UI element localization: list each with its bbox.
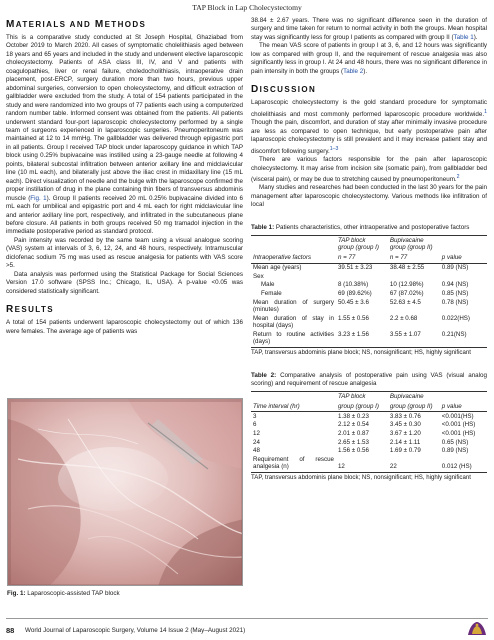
table-row: Mean duration of surgery (minutes) 50.45 ± 3.6 52.63 ± 4.5 0.78 (NS) [253,298,469,314]
table-row: 48 1.56 ± 0.56 1.69 ± 0.79 0.89 (NS) [253,447,469,455]
publisher-logo-icon [466,620,488,637]
right-column [251,17,487,481]
table-row: Mean duration of stay in hospital (days) 1.55 ± 0.56 2.2 ± 0.68 0.022(HS) [253,314,470,330]
methods-paragraph-1: This is a comparative study conducted at St Joseph Hospital, Ghaziabad from October 2019 to March 2020. All cases of symptomatic cholelithiasis aged between 18 years and 65 years and included in the study and underwent elective laparoscopic cholecystectomy. Patients of ASA class III, IV, and V and patients with coagulopathies, liver or renal failure, choledocholithiasis, intraoperative drain placement, post-ERCP, surgery duration more than two hours, previous upper abdominal surgeries, conversion to open cholecystectomy, and difficult extraction of gallbladder were excluded from the study. A total of 154 patients participated in the study and were randomized into two groups of 77 patients each using a computerized random number table. Informed consent was obtained from the patients. All patients underwent standard four-port laparoscopic cholecystectomy performed by a single team of surgeons experienced in laparoscopic surgeries. Pneumoperitoneum was maintained at 12 to 14 mmHg. The gallbladder was delivered through epigastric port in all patients. Group I received TAP block under laparoscopy guidance in which TAP block using 0.25% bupivacaine was instilled using a 23-gauge needle at following 4 points, bilateral subcostal infiltration between anterior axillary line and midclavicular line (10 mL each), and bilaterally just above the iliac crest in midaxillary line (15 mL each). Direct visualization of needle and the bulge with the laparoscope confirmed the proper instillation of drug in the plane containing thin fibers of transversus abdominis muscle (Fig. 1). Group II patients received 20 mL 0.25% bupivacaine divided into 6 mL each for umbilical and epigastric port and 4 mL each for right midclavicular line and anterior axillary line port, respectively, and infiltrated in the subcutaneous plane before closure. All patients in both groups received 50 mg tramadol injection in the immediate postoperative period as standard protocol. [6,34,243,236]
table-2-header-group-1: TAP block [336,392,388,402]
table-row: Mean age (years) 39.51 ± 3.23 38.48 ± 2.55 0.89 (NS) [253,264,469,272]
table-row: 6 2.12 ± 0.54 3.45 ± 0.30 <0.001 (HS) [253,421,476,429]
table-row: Requirement of rescue analgesia (n) 12 22 0.012 (HS) [251,455,487,472]
results-heading: RESULTS [6,304,54,316]
discussion-paragraph-1: Laparoscopic cholecystectomy is the gold standard procedure for symptomatic cholelithiasis and most commonly performed laparoscopic procedure worldwide.$^1$ Though the pain, discomfort, and duration of stay after minimally invasive procedure are less as compared to open technique, but early postoperative pain after laparoscopic cholecystectomy is still prevalent and it may increase patient stay and discomfort following surgery.$^{1-3}$ [251,99,487,155]
results-paragraph-2: 38.84 ± 2.67 years. There was no significant difference seen in the duration of surgery and time taken for return to normal activity in both the groups. Mean hospital stay was significantly less for group I patients as compared with group II (Table 1). [251,17,487,41]
table-2-caption: Table 2: Comparative analysis of postoperative pain using VAS (visual analog scoring) and requirement of rescue analgesia [251,372,487,388]
left-column [6,17,243,336]
table-row: 3 1.38 ± 0.23 3.83 ± 0.76 <0.001(HS) [253,412,474,420]
methods-paragraph-3: Data analysis was performed using the Statistical Package for Social Sciences Version 17.0 software (SPSS Inc.; Chicago, IL, USA). A p-value <0.05 was considered statistically significant. [6,270,243,295]
laparoscopic-view-illustration [8,399,243,586]
table-row: Return to routine activities (days) 3.23 ± 1.56 3.55 ± 1.07 0.21(NS) [251,330,487,347]
table-1-note: TAP, transversus abdominis plane block; NS, nonsignificant; HS, highly significant [251,348,471,356]
table-row: Sex [253,272,264,280]
table-1-header-p: p value [440,253,487,263]
figure-1-link[interactable]: Fig. 1 [30,194,47,202]
citation-1-3[interactable]: 1–3 [329,145,339,152]
methods-paragraph-2: Pain intensity was recorded by the same team using a visual analogue scoring (VAS) system at intervals of 3, 6, 12, 24, and 48 hours, respectively. Intramuscular diclofenac sodium 75 mg was used as rescue analgesia for patients with VAS score >5. [6,236,243,270]
table-row: 12 2.01 ± 0.87 3.67 ± 1.20 <0.001 (HS) [253,430,476,438]
table-1-header-factor-label: Intraoperative factors [251,253,336,263]
results-paragraph-1: A total of 154 patients underwent laparoscopic cholecystectomy out of which 136 were females. The average age of patients was [6,319,243,335]
figure-1-image [7,398,243,586]
table-2-note: TAP, transversus abdominis plane block; NS, nonsignificant; HS, highly significant [251,473,471,481]
running-head: TAP Block in Lap Cholecystectomy [192,3,302,12]
table-1: TAP block group (group I) Bupivacaine group (group II) Intraoperative factors n = 77 n = 77 p value Mean age (years) 39.51 ± 3.23 38.48 ± 2.55 0.89 (NS) Sex Male 8 (10.38%) 10 (12.98%) 0.94 (NS) Female 69 (89.62%) 67 (87.02%) 0.85 (NS) Mean duration of surgery (minutes) 50.45 ± 3.6 52.63 ± 4.5 0.78 (NS) Mean duration of stay in hospital (days) 1.55 ± 0.56 2.2 ± 0.68 0.022(HS) Return to routine activities (days) 3.23 ± 1.56 3.55 ± 1.07 0.21(NS) [251,235,487,348]
table-row: Female 69 (89.62%) 67 (87.02%) 0.85 (NS) [261,289,469,297]
table-2-header-group-2: Bupivacaine [388,392,440,402]
page-number: 88 [6,626,15,635]
table-1-link[interactable]: Table 1 [453,33,474,41]
table-row: Male 8 (10.38%) 10 (12.98%) 0.94 (NS) [261,281,469,289]
table-1-caption: Table 1: Patients characteristics, other intraoperative and postoperative factors [251,223,470,231]
discussion-paragraph-3: Many studies and researches had been conducted in the last 30 years for the pain management after laparoscopic cholecystectomy. Various methods like infiltration of local [251,184,487,209]
table-1-header-factor [251,235,336,253]
table-row: 24 2.65 ± 1.53 2.14 ± 1.11 0.65 (NS) [253,438,469,446]
table-2-header-time: Time interval (hr) [251,402,336,412]
footer-divider [6,618,488,619]
discussion-heading: DISCUSSION [251,84,317,96]
table-2-link[interactable]: Table 2 [343,67,364,75]
methods-heading: MATERIALS AND METHODS [6,19,147,30]
discussion-paragraph-2: There are various factors responsible for the pain after laparoscopic cholecystectomy. It may arise from incision site (somatic pain), from gallbladder bed (visceral pain), or may be due to stretching caused by pneumoperitoneum.$^2$ [251,156,487,184]
table-1-header-group-2: Bupivacaine group (group II) [388,235,440,253]
table-2-header-p: p value [440,402,487,412]
journal-citation: World Journal of Laparoscopic Surgery, Volume 14 Issue 2 (May–August 2021) [25,626,246,634]
table-2: TAP block Bupivacaine Time interval (hr) group (group I) group (group II) p value 3 1.38 ± 0.23 3.83 ± 0.76 <0.001(HS) 6 2.12 ± 0.54 3.45 ± 0.30 <0.001 (HS) 12 2.01 ± 0.87 3.67 ± 1.20 <0.001 (HS) 24 2.65 ± 1.53 2.14 ± 1.11 0.65 (NS) 48 1.56 ± 0.56 1.69 ± 0.79 0.89 (NS) Requirement of rescue analgesia (n) 12 22 0.012 (HS) [251,391,487,472]
table-1-header-group-1: TAP block group (group I) [336,235,388,253]
figure-1-caption: Fig. 1: Laparoscopic-assisted TAP block [7,590,120,597]
results-paragraph-3: The mean VAS score of patients in group I at 3, 6, and 12 hours was significantly low as compared with group II, and the requirement of rescue analgesia was also significantly less in group I. At 24 and 48 hours, there was no significant difference in pain intensity in both the groups (Table 2). [251,42,487,75]
citation-1[interactable]: 1 [484,108,487,115]
citation-2[interactable]: 2 [456,173,460,180]
